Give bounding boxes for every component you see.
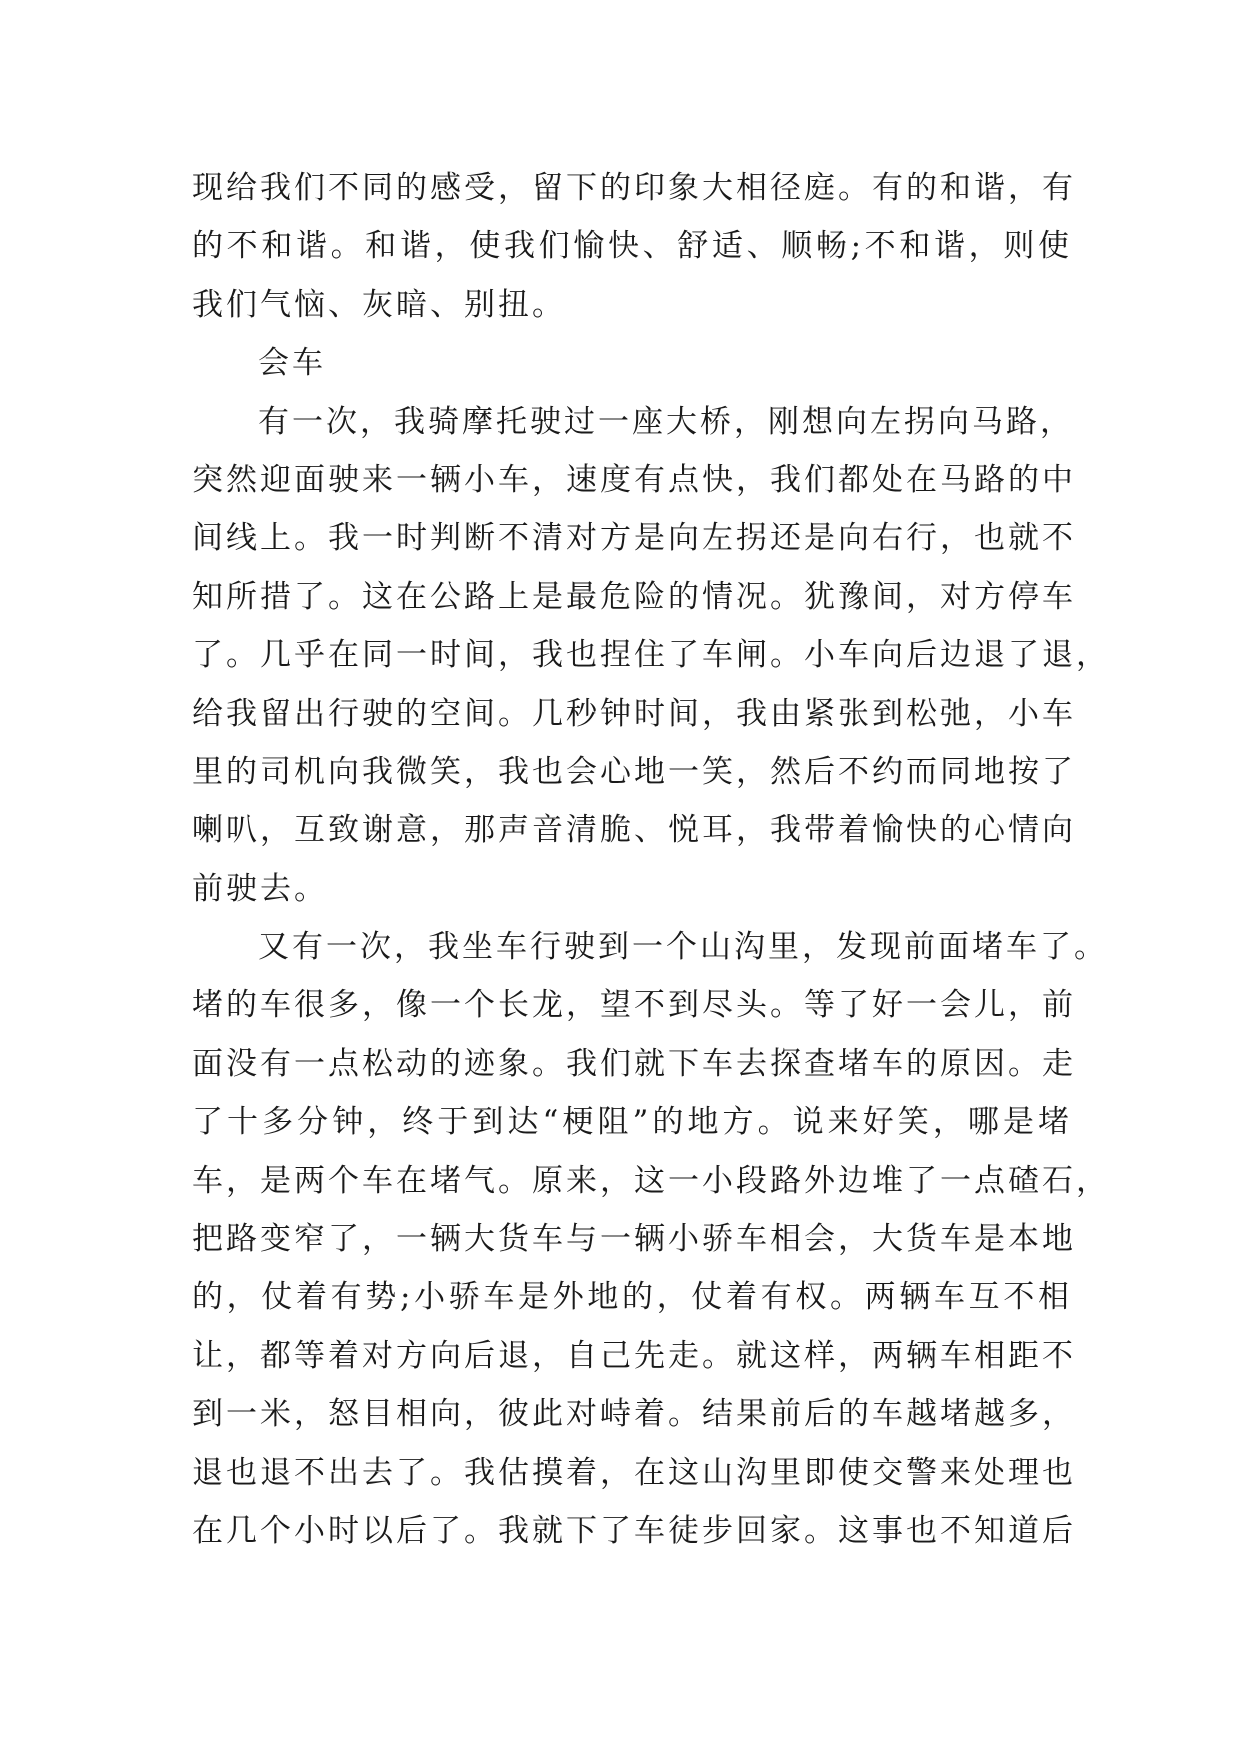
text-line: 到一米，怒目相向，彼此对峙着。结果前后的车越堵越多，: [192, 1396, 1076, 1433]
text-line: 车，是两个车在堵气。原来，这一小段路外边堆了一点碴石，: [192, 1162, 1110, 1199]
text-line: 有一次，我骑摩托驶过一座大桥，刚想向左拐向马路，: [258, 403, 1074, 440]
text-line: 面没有一点松动的迹象。我们就下车去探查堵车的原因。走: [192, 1045, 1076, 1082]
text-line: 喇叭，互致谢意，那声音清脆、悦耳，我带着愉快的心情向: [192, 812, 1076, 849]
section-heading: 会车: [258, 345, 326, 382]
text-line: 了。几乎在同一时间，我也捏住了车闸。小车向后边退了退，: [192, 637, 1110, 674]
text-line: 让，都等着对方向后退，自己先走。就这样，两辆车相距不: [192, 1337, 1076, 1374]
text-line: 退也退不出去了。我估摸着，在这山沟里即使交警来处理也: [192, 1454, 1076, 1491]
text-line: 间线上。我一时判断不清对方是向左拐还是向右行，也就不: [192, 520, 1076, 557]
text-line: 突然迎面驶来一辆小车，速度有点快，我们都处在马路的中: [192, 461, 1076, 498]
text-line: 在几个小时以后了。我就下了车徒步回家。这事也不知道后: [192, 1512, 1076, 1549]
text-line: 我们气恼、灰暗、别扭。: [192, 286, 566, 323]
text-line: 又有一次，我坐车行驶到一个山沟里，发现前面堵车了。: [258, 929, 1108, 966]
text-line: 把路变窄了，一辆大货车与一辆小骄车相会，大货车是本地: [192, 1221, 1076, 1258]
document-body: [192, 159, 1110, 1560]
text-line: 里的司机向我微笑，我也会心地一笑，然后不约而同地按了: [192, 753, 1076, 790]
text-line: 现给我们不同的感受，留下的印象大相径庭。有的和谐，有: [192, 170, 1076, 206]
text-line: 堵的车很多，像一个长龙，望不到尽头。等了好一会儿，前: [192, 987, 1076, 1024]
text-line: 了十多分钟，终于到达“梗阻”的地方。说来好笑，哪是堵: [192, 1104, 1072, 1141]
text-line: 前驶去。: [192, 870, 328, 907]
text-line: 的，仗着有势;小骄车是外地的，仗着有权。两辆车互不相: [192, 1279, 1072, 1316]
text-line: 知所措了。这在公路上是最危险的情况。犹豫间，对方停车: [192, 578, 1076, 615]
text-line: 的不和谐。和谐，使我们愉快、舒适、顺畅;不和谐，则使: [192, 228, 1072, 265]
text-line: 给我留出行驶的空间。几秒钟时间，我由紧张到松弛，小车: [192, 695, 1076, 732]
